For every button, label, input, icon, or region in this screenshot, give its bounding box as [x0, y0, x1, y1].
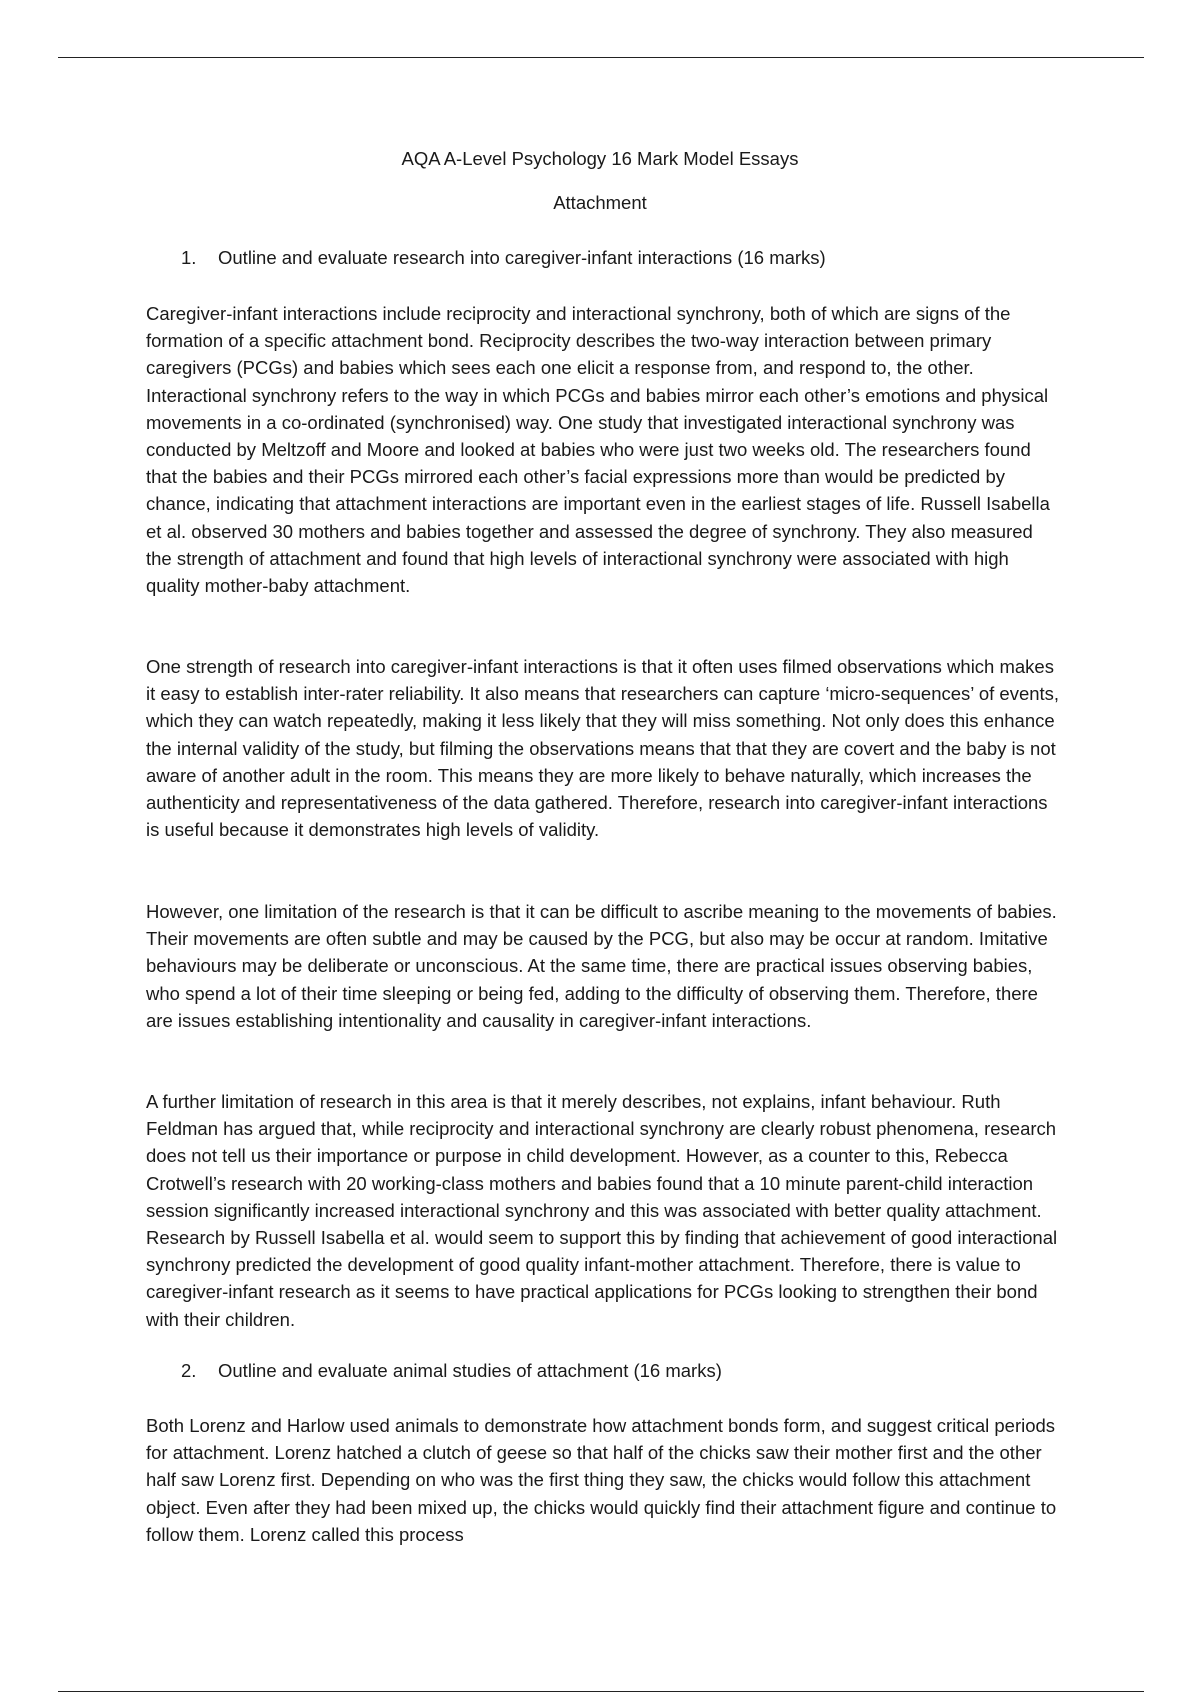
footer-rule	[58, 1691, 1144, 1692]
section-1-paragraph-2: One strength of research into caregiver-infant interactions is that it often uses filmed observations which makes it easy to establish inter-rater reliability. It also means that researchers can capture ‘micro-sequences’ of events, which they can watch repeatedly, making it less likely that they will miss something. Not only does this enhance the internal validity of the study, but filming the observations means that that they are covert and the baby is not aware of another adult in the room. This means they are more likely to behave naturally, which increases the authenticity and representativeness of the data gathered. Therefore, research into caregiver-infant interactions is useful because it demonstrates high levels of validity.	[146, 656, 1060, 841]
document-subtitle: Attachment	[553, 192, 647, 213]
section-1-paragraph-1: Caregiver-infant interactions include reciprocity and interactional synchrony, both of which are signs of the formation of a specific attachment bond. Reciprocity describes the two-way interaction between primary caregivers (PCGs) and babies which sees each one elicit a response from, and respond to, the other. Interactional synchrony refers to the way in which PCGs and babies mirror each other’s emotions and physical movements in a co-ordinated (synchronised) way. One study that investigated interactional synchrony was conducted by Meltzoff and Moore and looked at babies who were just two weeks old. The researchers found that the babies and their PCGs mirrored each other’s facial expressions more than would be predicted by chance, indicating that attachment interactions are important even in the earliest stages of life. Russell Isabella et al. observed 30 mothers and babies together and assessed the degree of synchrony. They also measured the strength of attachment and found that high levels of interactional synchrony were associated with high quality mother-baby attachment.	[146, 303, 1050, 597]
section-1-heading	[181, 246, 826, 270]
section-number: 2.	[181, 1360, 197, 1381]
section-heading-text: Outline and evaluate animal studies of attachment (16 marks)	[218, 1360, 722, 1381]
section-2-heading	[181, 1359, 722, 1383]
section-number: 1.	[181, 247, 197, 268]
header-rule	[58, 57, 1144, 58]
section-1-paragraph-4: A further limitation of research in this area is that it merely describes, not explains, infant behaviour. Ruth Feldman has argued that, while reciprocity and interactional synchrony are clearly robust phenomena, research does not tell us their importance or purpose in child development. However, as a counter to this, Rebecca Crotwell’s research with 20 working-class mothers and babies found that a 10 minute parent-child interaction session significantly increased interactional synchrony and this was associated with better quality attachment. Research by Russell Isabella et al. would seem to support this by finding that achievement of good interactional synchrony predicted the development of good quality infant-mother attachment. Therefore, there is value to caregiver-infant research as it seems to have practical applications for PCGs looking to strengthen their bond with their children.	[146, 1091, 1058, 1330]
section-1-paragraph-3: However, one limitation of the research is that it can be difficult to ascribe meaning to the movements of babies. Their movements are often subtle and may be caused by the PCG, but also may be occur at random. Imitative behaviours may be deliberate or unconscious. At the same time, there are practical issues observing babies, who spend a lot of their time sleeping or being fed, adding to the difficulty of observing them. Therefore, there are issues establishing intentionality and causality in caregiver-infant interactions.	[146, 901, 1057, 1031]
section-heading-text: Outline and evaluate research into caregiver-infant interactions (16 marks)	[218, 247, 826, 268]
section-2-paragraph-1: Both Lorenz and Harlow used animals to demonstrate how attachment bonds form, and suggest critical periods for attachment. Lorenz hatched a clutch of geese so that half of the chicks saw their mother first and the other half saw Lorenz first. Depending on who was the first thing they saw, the chicks would follow this attachment object. Even after they had been mixed up, the chicks would quickly find their attachment figure and continue to follow them. Lorenz called this process	[146, 1415, 1057, 1545]
document-title: AQA A-Level Psychology 16 Mark Model Essays	[401, 148, 799, 169]
